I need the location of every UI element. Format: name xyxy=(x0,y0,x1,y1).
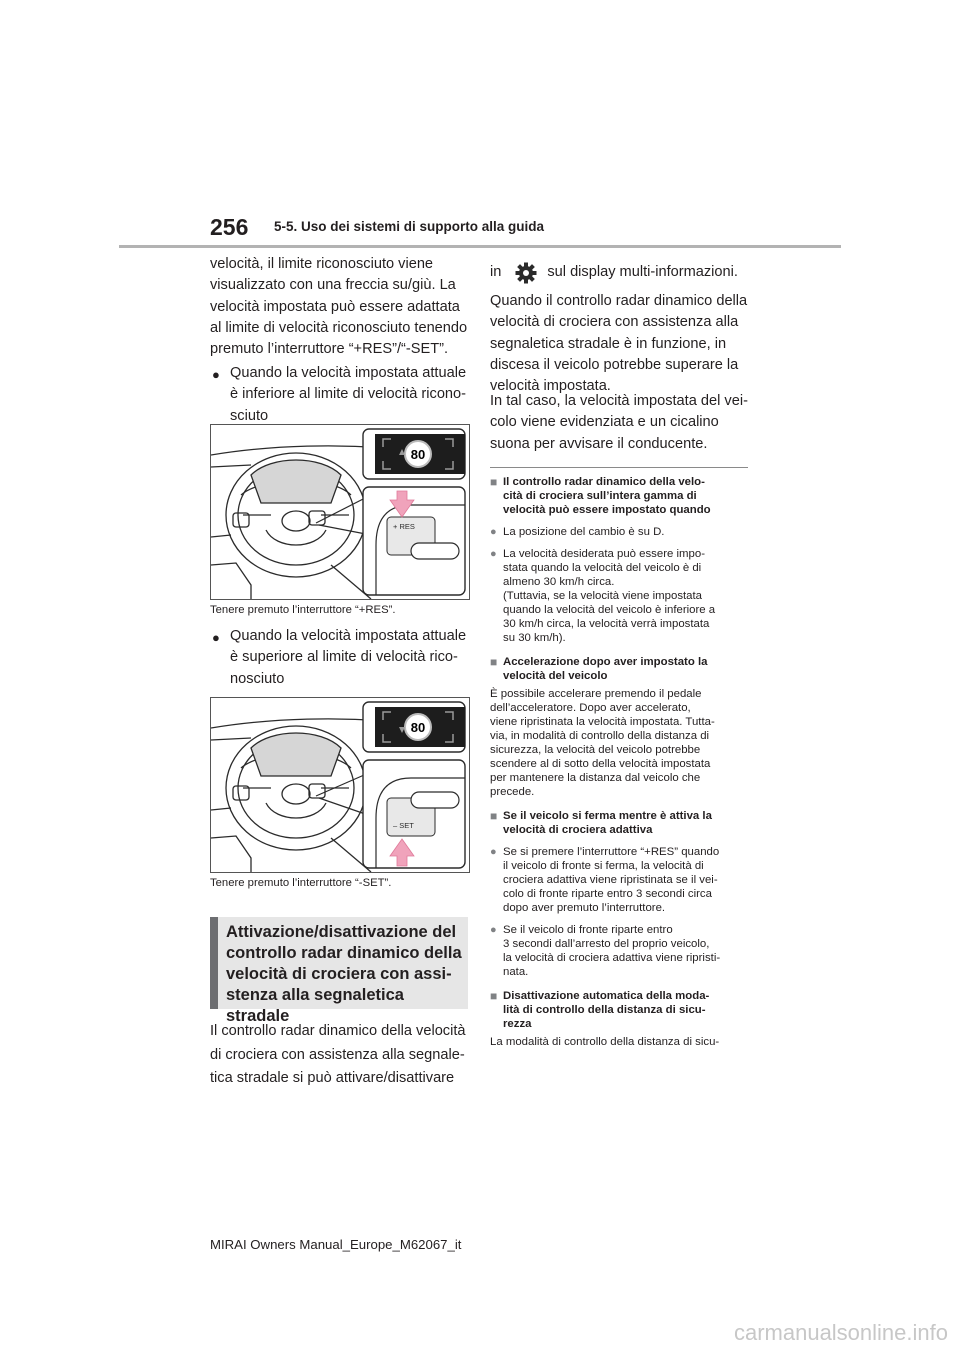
text-line: viene ripristinata la velocità impostata. Tutta- xyxy=(490,716,715,728)
heading-bar xyxy=(210,917,218,1009)
text-line: al limite di velocità riconosciuto tenendo xyxy=(210,319,468,336)
list-item xyxy=(490,845,752,915)
bullet-icon: ● xyxy=(490,924,497,936)
text-line: Il controllo radar dinamico della velo- xyxy=(503,476,705,488)
text-line: quando la velocità del veicolo è inferiore a xyxy=(503,604,716,616)
text-line: velocità del veicolo xyxy=(503,670,608,682)
text-line: velocità può essere impostato quando xyxy=(503,504,711,516)
header-rule xyxy=(119,245,841,248)
text-line: è superiore al limite di velocità rico- xyxy=(230,649,458,666)
text-line: visualizzato con una freccia su/giù. La xyxy=(210,277,456,294)
text-line: almeno 30 km/h circa. xyxy=(503,576,615,588)
text-line: colo di fronte riparte entro 3 secondi circa xyxy=(503,888,712,900)
footer-text: MIRAI Owners Manual_Europe_M62067_it xyxy=(210,1237,462,1252)
text-line: Il controllo radar dinamico della velocità xyxy=(210,1023,466,1039)
text-line: La velocità desiderata può essere impo- xyxy=(503,548,705,560)
bullet-item xyxy=(212,363,472,427)
speed-limit-sign: 80 xyxy=(410,720,426,735)
text-line: Se il veicolo di fronte riparte entro xyxy=(503,924,673,936)
text-line: Quando la velocità impostata attuale xyxy=(230,365,467,381)
column-rule xyxy=(490,467,748,468)
text-line: dell’acceleratore. Dopo aver accelerato, xyxy=(490,702,691,714)
text-line: In tal caso, la velocità impostata del vei- xyxy=(490,393,748,409)
text-line: velocità, il limite riconosciuto viene xyxy=(210,256,434,272)
gear-icon xyxy=(515,262,537,284)
bullet-icon: ● xyxy=(212,630,220,645)
page-number: 256 xyxy=(210,214,249,240)
speed-limit-sign: 80 xyxy=(410,447,426,462)
heading-line: Attivazione/disattivazione del xyxy=(226,923,457,941)
list-item xyxy=(490,525,752,539)
figure-caption: Tenere premuto l’interruttore “-SET”. xyxy=(210,877,392,889)
illustration-set-speed-down xyxy=(210,697,470,873)
bullet-icon: ● xyxy=(212,367,220,382)
subheading xyxy=(490,989,752,1031)
watermark: carmanualsonline.info xyxy=(733,1320,948,1345)
activation-paragraph xyxy=(210,1020,472,1091)
text-line: dopo aver premuto l’interruttore. xyxy=(503,902,666,914)
text-line: è inferiore al limite di velocità ricono- xyxy=(230,386,467,403)
heading-line: velocità di crociera con assi- xyxy=(226,965,452,983)
list-item xyxy=(490,547,752,645)
square-marker-icon: ■ xyxy=(490,475,498,489)
text-line: velocità di crociera con assistenza alla xyxy=(490,314,739,331)
text-line: cità di crociera sull’intera gamma di xyxy=(503,490,697,502)
text-line: La modalità di controllo della distanza di sicu- xyxy=(490,1036,720,1048)
list-item xyxy=(490,923,752,979)
text-line: suona per avvisare il conducente. xyxy=(490,435,708,452)
switch-label: + RES xyxy=(393,522,415,531)
text-line: Disattivazione automatica della moda- xyxy=(503,990,710,1002)
text-line: nosciuto xyxy=(230,670,285,687)
text-line: tica stradale si può attivare/disattivare xyxy=(210,1070,455,1086)
text-line: premuto l’interruttore “+RES”/“-SET”. xyxy=(210,341,449,358)
text-line: di crociera con assistenza alla segnale- xyxy=(210,1046,465,1063)
text-line: sicurezza, la velocità del veicolo potrebbe xyxy=(490,744,701,756)
text-line: nata. xyxy=(503,966,529,978)
bullet-icon: ● xyxy=(490,526,497,538)
text-line: per mantenere la distanza dal veicolo che xyxy=(490,772,701,784)
illustration-set-speed-up xyxy=(210,424,470,600)
text-line: via, in modalità di controllo della distanza di xyxy=(490,730,710,742)
text-line: Se si premere l’interruttore “+RES” quando xyxy=(503,846,720,858)
text-line: 30 km/h circa, la velocità verrà impostata xyxy=(503,618,710,630)
text-line: precede. xyxy=(490,786,535,798)
heading-line: controllo radar dinamico della xyxy=(226,944,462,962)
text-line: segnaletica stradale è in funzione, in xyxy=(490,335,727,352)
text-line: stata quando la velocità del veicolo è di xyxy=(503,562,702,574)
heading-line: stenza alla segnaletica stradale xyxy=(226,986,404,1025)
downhill-paragraph xyxy=(490,291,752,397)
text-line: crociera adattiva viene ripristinata se il vei- xyxy=(503,874,718,886)
text-line: colo viene evidenziata e un cicalino xyxy=(490,414,719,431)
text-line: sciuto xyxy=(230,407,269,424)
text-line: discesa il veicolo potrebbe superare la xyxy=(490,356,739,373)
square-marker-icon: ■ xyxy=(490,655,498,669)
text-line: velocità impostata. xyxy=(490,378,611,395)
text-line: 3 secondi dall’arresto del proprio veicolo, xyxy=(503,938,710,950)
text-line: È possibile accelerare premendo il pedale xyxy=(490,688,702,700)
text-line: lità di controllo della distanza di sicu- xyxy=(503,1004,706,1016)
text-line: rezza xyxy=(503,1018,532,1030)
text-line: velocità impostata può essere adattata xyxy=(210,298,460,315)
text-line: (Tuttavia, se la velocità viene impostata xyxy=(503,590,703,602)
notes-block xyxy=(490,475,752,1049)
text-line: il veicolo di fronte si ferma, la velocità di xyxy=(503,860,704,872)
text-fragment: in xyxy=(490,264,502,281)
text-line: Se il veicolo si ferma mentre è attiva la xyxy=(503,810,712,822)
note-paragraph xyxy=(490,687,752,799)
text-line: La posizione del cambio è su D. xyxy=(503,526,665,538)
subheading xyxy=(490,475,752,517)
text-line: la velocità di crociera adattiva viene ripristi- xyxy=(503,952,721,964)
square-marker-icon: ■ xyxy=(490,809,498,823)
bullet-item xyxy=(212,626,472,690)
display-line xyxy=(490,262,752,284)
bullet-icon: ● xyxy=(490,548,497,560)
figure-caption: Tenere premuto l’interruttore “+RES”. xyxy=(210,604,396,616)
intro-paragraph xyxy=(210,254,472,360)
text-line: velocità di crociera adattiva xyxy=(503,824,653,836)
buzzer-paragraph xyxy=(490,391,752,455)
subheading xyxy=(490,655,752,683)
section-title: 5-5. Uso dei sistemi di supporto alla guida xyxy=(274,219,545,234)
switch-label: – SET xyxy=(393,821,414,830)
bullet-icon: ● xyxy=(490,846,497,858)
text-line: Quando la velocità impostata attuale xyxy=(230,628,467,644)
square-marker-icon: ■ xyxy=(490,989,498,1003)
text-line: scendere al di sotto della velocità impostata xyxy=(490,758,711,770)
text-line: su 30 km/h). xyxy=(503,632,566,644)
text-fragment: sul display multi-informazioni. xyxy=(547,264,738,281)
subheading xyxy=(490,809,752,837)
text-line: Accelerazione dopo aver impostato la xyxy=(503,656,708,668)
text-line: Quando il controllo radar dinamico della xyxy=(490,293,748,309)
section-heading xyxy=(210,917,468,1025)
